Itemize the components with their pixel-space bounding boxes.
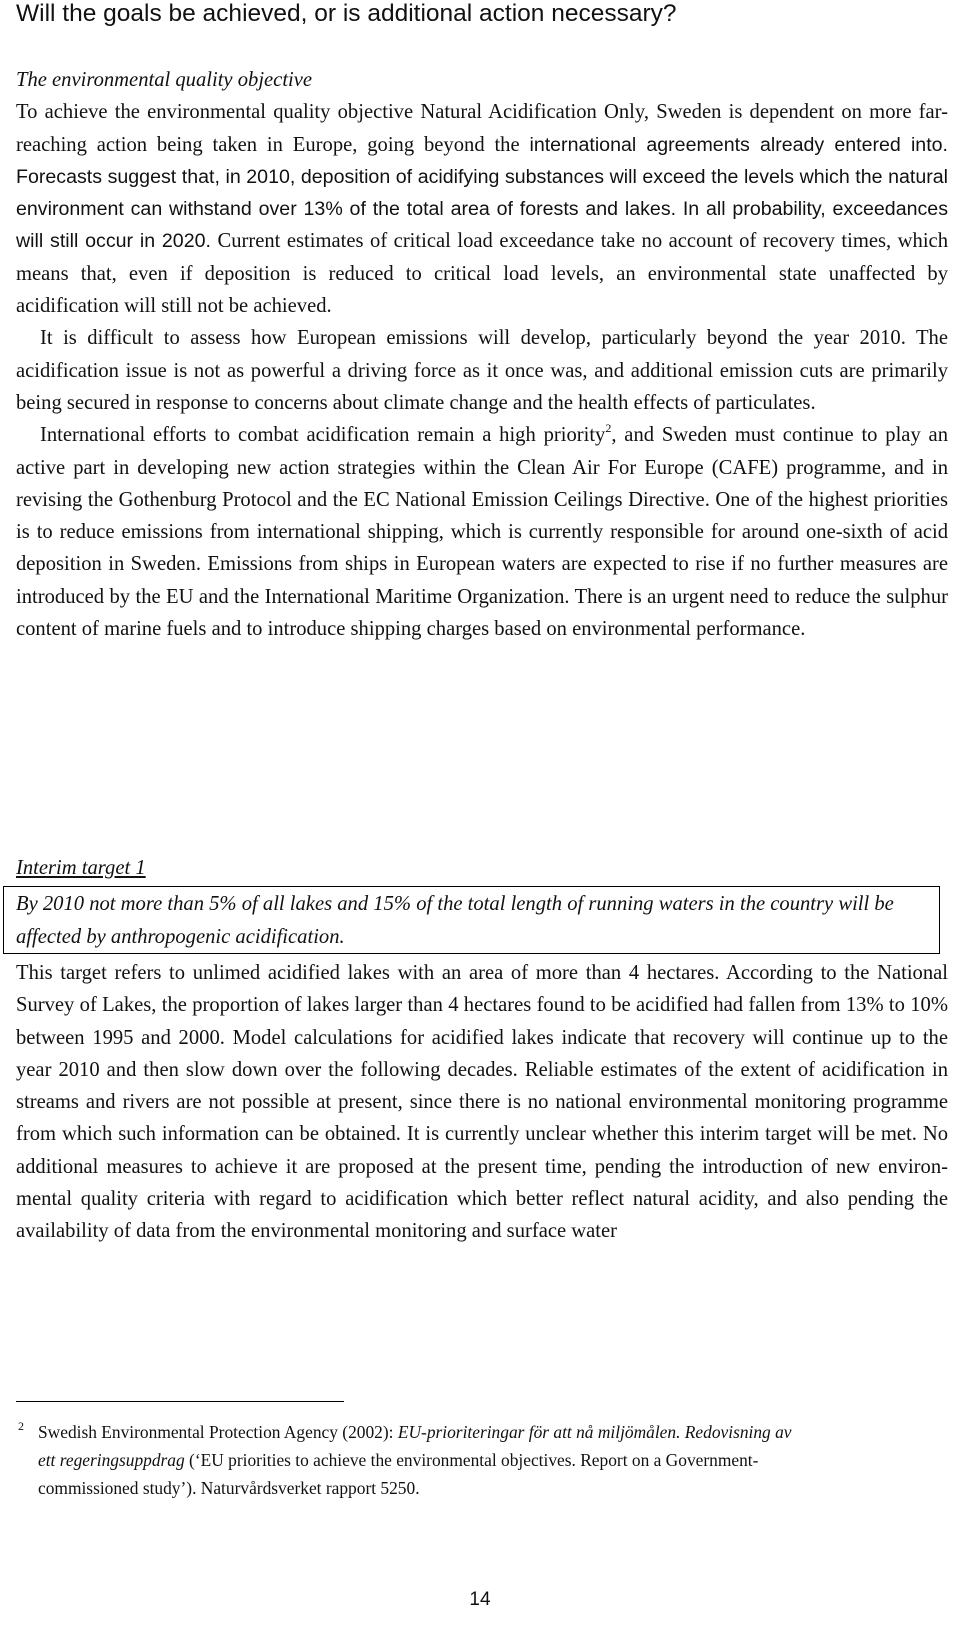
section-heading: Will the goals be achieved, or is additional action necessary?	[16, 0, 677, 27]
footnote	[16, 1418, 946, 1502]
eqo-paragraph-2: It is difficult to assess how European emissions will develop, particularly beyond the year 2010. The acidification issue is not as powerful a driving force as it once was, and additional emission cuts are primarily being secured in response to concerns about climate change and the health effects of particulates.	[16, 327, 948, 414]
eqo-paragraph-3	[16, 419, 948, 645]
eqo-paragraph-1-part-c: Forecasts suggest that, in 2010, deposition of acidifying substances will exceed the levels which the natural environment can withstand over 13% of the total area of forests and lakes. In all probability, exceedances will still occur in 2020.	[16, 165, 948, 253]
footnote-translation-part-1: (‘EU priorities to achieve the environmental objectives. Report on a Government-	[189, 1450, 759, 1470]
interim-target-label: Interim target 1	[16, 857, 146, 879]
eqo-subheading: The environmental quality objective	[16, 69, 313, 91]
eqo-paragraph-1-part-b: international agreements already entered into.	[529, 133, 948, 156]
footnote-title-part-1: EU-prioriteringar för att nå miljömålen. Redovisning av	[397, 1422, 792, 1442]
eqo-paragraph-3-rest: , and Sweden must continue to play an active part in developing new action strategies within the Clean Air For Europe (CAFE) programme, and in revising the Gothenburg Protocol and the EC National Emission Ceilings Directive. One of the highest priorities is to reduce emissions from international shipping, which is currently responsible for around one-sixth of acid deposition in Sweden. Emissions from ships in European waters are expected to rise if no further measures are introduced by the EU and the International Maritime Organization. There is an urgent need to reduce the sulphur content of marine fuels and to introduce shipping charges based on environmental performance.	[16, 424, 948, 641]
eqo-paragraph-1-part-d: Current estimates of critical load exceedance take no account of recovery times, which means that, even if deposition is reduced to critical load levels, an environmental state unaffected by acidification will still not be achieved.	[16, 230, 948, 318]
eqo-paragraph-3-lead: International efforts to combat acidification remain a high priority	[40, 424, 606, 447]
footnote-divider	[16, 1401, 344, 1402]
footnote-number: 2	[18, 1419, 24, 1433]
footnote-reference[interactable]: 2	[605, 421, 612, 436]
footnote-title-part-2: ett regeringsuppdrag	[38, 1450, 185, 1470]
target-discussion-paragraph: This target refers to unlimed acidified lakes with an area of more than 4 hectares. According to the National Survey of Lakes, the proportion of lakes larger than 4 hectares found to be acidified had fallen from 13% to 10% between 1995 and 2000. Model calculations for acidified lakes indicate that recovery will continue up to the year 2010 and then slow down over the following decades. Reliable estimates of the extent of acidification in streams and rivers are not possible at present, since there is no national environmental monitoring programme from which such information can be obtained. It is currently unclear whether this interim target will be met. No additional measures to achieve it are proposed at the present time, pending the introduction of new environ-mental quality criteria with regard to acidification which better reflect natural acidity, and also pending the availability of data from the environmental monitoring and surface water	[16, 962, 948, 1243]
eqo-paragraph-1-part-a: To achieve the environmental quality objective Natural Acidification Only, Sweden is dependent on more far-reaching action being taken in Europe, going beyond the	[16, 101, 948, 156]
footnote-source: Swedish Environmental Protection Agency (2002):	[38, 1422, 394, 1442]
eqo-section	[16, 64, 948, 645]
page-number: 14	[469, 1589, 491, 1610]
footnote-line-2	[16, 1446, 946, 1474]
footnote-line-3: commissioned study’). Naturvårdsverket rapport 5250.	[38, 1478, 420, 1498]
footnote-line-1	[16, 1418, 946, 1446]
interim-target-text: By 2010 not more than 5% of all lakes and 15% of the total length of running waters in the country will be affected by anthropogenic acidification.	[16, 893, 894, 948]
